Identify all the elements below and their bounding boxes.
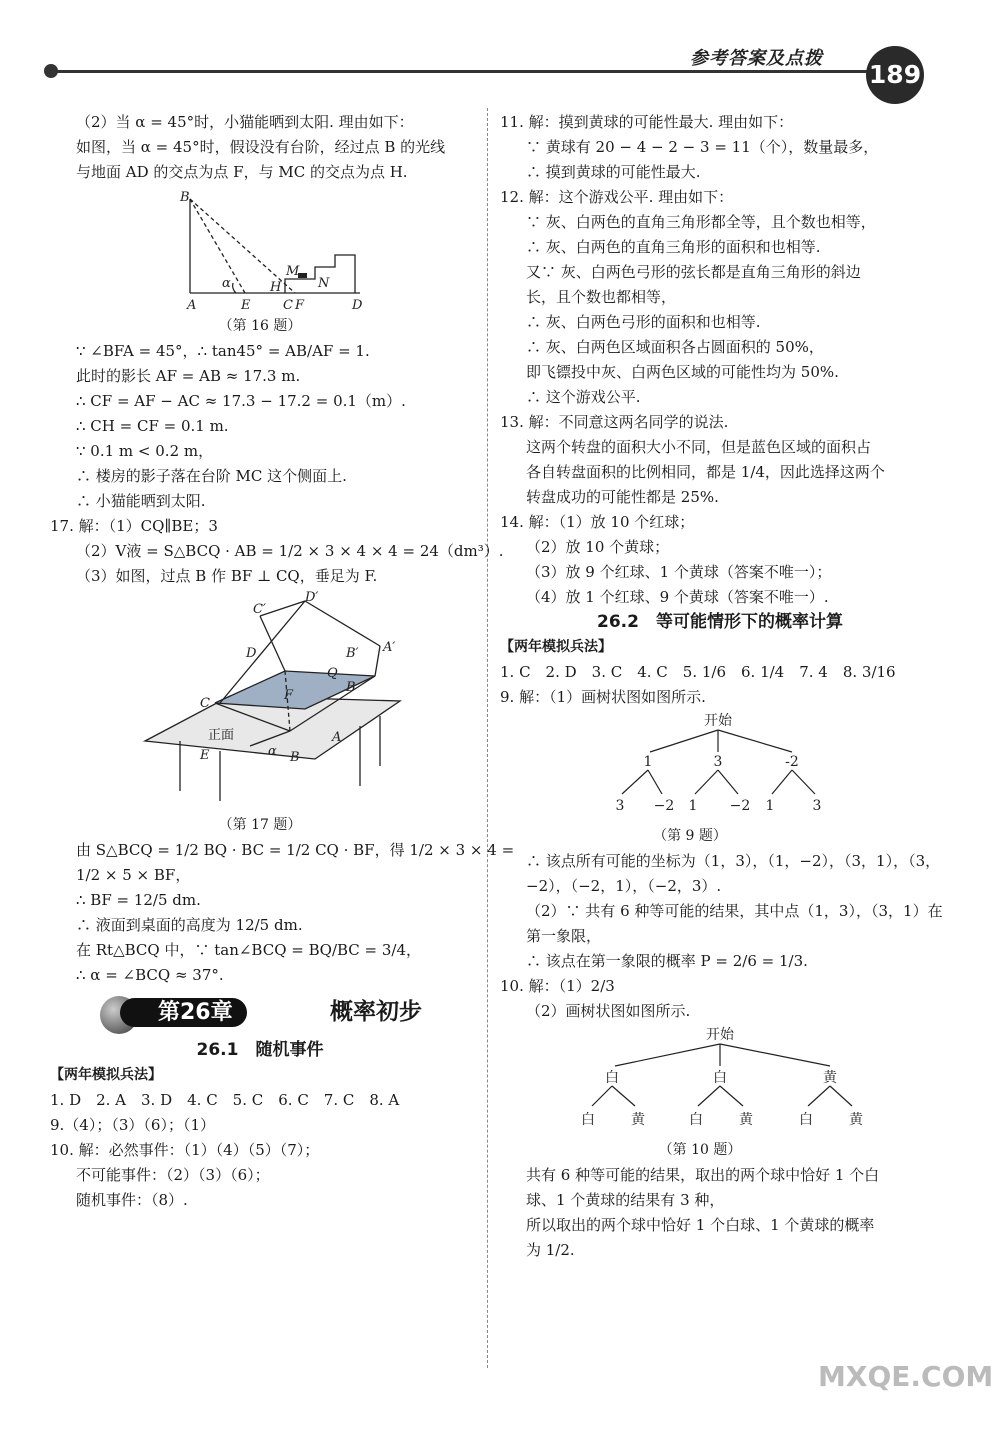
left-column: [50, 110, 515, 1213]
text-line: （4）放 1 个红球、9 个黄球（答案不唯一）.: [526, 588, 829, 606]
text-line: 此时的影长 AF = AB ≈ 17.3 m.: [76, 367, 301, 385]
text-line: 12. 解：这个游戏公平. 理由如下：: [500, 188, 734, 206]
tree-node: 黄: [849, 1112, 863, 1128]
tree-node: 1: [688, 798, 698, 814]
text-line: ∴ 楼房的影子落在台阶 MC 这个侧面上.: [76, 467, 347, 485]
answer-line: 9.（4）；（3）（6）；（1）: [50, 1116, 215, 1134]
tree-node: 开始: [706, 1027, 734, 1043]
text-line: ∴ CH = CF = 0.1 m.: [76, 417, 229, 435]
tree-node: -2: [785, 754, 799, 770]
watermark: MXQE.COM: [818, 1360, 994, 1393]
text-line: ∴ CF = AF − AC ≈ 17.3 − 17.2 = 0.1（m）.: [76, 392, 406, 410]
page-number: 189: [866, 46, 924, 104]
tree-node: 3: [615, 798, 625, 814]
fig16-label: E: [241, 298, 251, 312]
tree-node: 3: [713, 754, 723, 770]
text-line: ∴ 灰、白两色区域面积各占圆面积的 50%，: [526, 338, 824, 356]
tree-node: 白: [713, 1070, 727, 1086]
header-rule: [52, 70, 867, 73]
text-line: 所以取出的两个球中恰好 1 个白球、1 个黄球的概率: [526, 1216, 875, 1234]
tree-diagram-9: [500, 712, 940, 822]
tree-node: 白: [689, 1112, 703, 1128]
subsection-label: 【两年模拟兵法】: [50, 1067, 162, 1083]
tree-node: 黄: [739, 1112, 753, 1128]
tree-node: 开始: [704, 713, 732, 729]
figure-caption: （第 16 题）: [218, 318, 302, 334]
text-line: 9. 解：（1）画树状图如图所示.: [500, 688, 706, 706]
text-line: （2）放 10 个黄球；: [526, 538, 670, 556]
figure-17: [50, 591, 470, 811]
figure-caption: （第 9 题）: [653, 828, 727, 844]
fig17-label: D: [246, 646, 257, 661]
text-line: ∴ 灰、白两色弓形的面积和也相等.: [526, 313, 761, 331]
text-line: （2）当 α = 45°时，小猫能晒到太阳. 理由如下：: [76, 113, 414, 131]
text-line: 与地面 AD 的交点为点 F，与 MC 的交点为点 H.: [76, 163, 408, 181]
fig17-label: α: [268, 744, 277, 759]
tree-node: 白: [581, 1112, 595, 1128]
header-title: 参考答案及点拨: [690, 48, 823, 69]
figure-caption: （第 10 题）: [658, 1142, 742, 1158]
fig17-label: 正面: [208, 728, 235, 743]
text-line: ∴ 这个游戏公平.: [526, 388, 641, 406]
figure-caption: （第 17 题）: [218, 817, 302, 833]
text-line: （3）放 9 个红球、1 个黄球（答案不唯一）；: [526, 563, 832, 581]
text-line: （2）∵ 共有 6 种等可能的结果，其中点（1，3），（3，1）在: [526, 902, 943, 920]
fig17-label: E: [200, 748, 210, 763]
text-line: 又∵ 灰、白两色弓形的弦长都是直角三角形的斜边: [526, 263, 861, 281]
text-line: 14. 解：（1）放 10 个红球；: [500, 513, 695, 531]
text-line: 即飞镖投中灰、白两色区域的可能性均为 50%.: [526, 363, 839, 381]
answer-line: 1. D 2. A 3. D 4. C 5. C 6. C 7. C 8. A: [50, 1091, 400, 1109]
answer-line: 1. C 2. D 3. C 4. C 5. 1/6 6. 1/4 7. 4 8. 3/16: [500, 663, 896, 681]
fig16-label: F: [295, 298, 305, 312]
fig17-label: B: [346, 680, 356, 695]
fig16-label: D: [352, 298, 363, 312]
text-line: 10. 解：（1）2/3: [500, 977, 615, 995]
tree-diagram-10: [500, 1026, 940, 1136]
text-line: 共有 6 种等可能的结果，取出的两个球中恰好 1 个白: [526, 1166, 880, 1184]
fig17-label: Q: [327, 666, 338, 681]
text-line: 由 S△BCQ = 1/2 BQ · BC = 1/2 CQ · BF，得 1/2 × 3 × 4 =: [76, 841, 515, 859]
subsection-label: 【两年模拟兵法】: [500, 639, 612, 655]
text-line: 如图，当 α = 45°时，假设没有台阶，经过点 B 的光线: [76, 138, 446, 156]
fig16-label: M: [286, 264, 300, 279]
column-divider: [487, 108, 488, 1368]
text-line: ∵ 0.1 m < 0.2 m，: [76, 442, 214, 460]
text-line: ∴ 该点在第一象限的概率 P = 2/6 = 1/3.: [526, 952, 808, 970]
text-line: （2）画树状图如图所示.: [526, 1002, 691, 1020]
fig17-label: A: [332, 730, 342, 745]
text-line: ∴ 摸到黄球的可能性最大.: [526, 163, 701, 181]
answer-line: 随机事件：（8）.: [76, 1191, 188, 1209]
text-line: 在 Rt△BCQ 中，∵ tan∠BCQ = BQ/BC = 3/4，: [76, 941, 422, 959]
text-line: ∵ 黄球有 20 − 4 − 2 − 3 = 11（个），数量最多，: [526, 138, 879, 156]
chapter-title: 概率初步: [330, 999, 422, 1025]
text-line: ∵ ∠BFA = 45°，∴ tan45° = AB/AF = 1.: [76, 342, 370, 360]
section-title: 26.2 等可能情形下的概率计算: [597, 612, 843, 632]
fig17-label: A′: [383, 640, 396, 655]
figure-16: [50, 187, 470, 312]
chapter-badge: 第26章: [120, 998, 247, 1027]
text-line: ∴ 灰、白两色的直角三角形的面积和也相等.: [526, 238, 821, 256]
text-line: 转盘成功的可能性都是 25%.: [526, 488, 719, 506]
tree-node: −2: [653, 798, 675, 814]
text-line: 球、1 个黄球的结果有 3 种，: [526, 1191, 725, 1209]
fig17-label: D′: [305, 591, 319, 605]
chapter-heading: [100, 996, 470, 1034]
fig16-label: A: [187, 298, 197, 312]
tree-node: 3: [812, 798, 822, 814]
answer-line: 不可能事件：（2）（3）（6）；: [76, 1166, 270, 1184]
text-line: 各自转盘面积的比例相同，都是 1/4，因此选择这两个: [526, 463, 885, 481]
text-line: −2），（−2，1），（−2，3）.: [526, 877, 722, 895]
text-line: ∴ α = ∠BCQ ≈ 37°.: [76, 966, 224, 984]
tree-node: −2: [729, 798, 751, 814]
fig17-label: B′: [346, 646, 359, 661]
text-line: 1/2 × 5 × BF，: [76, 866, 191, 884]
text-line: （2）V液 = S△BCQ · AB = 1/2 × 3 × 4 × 4 = 24（dm³）.: [76, 542, 504, 560]
text-line: 17. 解：（1）CQ∥BE；3: [50, 517, 218, 535]
tree-node: 白: [799, 1112, 813, 1128]
text-line: 这两个转盘的面积大小不同，但是蓝色区域的面积占: [526, 438, 872, 456]
fig17-label: F: [284, 688, 294, 703]
tree-node: 黄: [823, 1070, 837, 1086]
fig16-label: H: [270, 280, 282, 295]
fig17-label: C′: [253, 602, 266, 617]
fig16-label: α: [222, 276, 231, 291]
fig16-label: N: [318, 276, 330, 291]
text-line: ∴ BF = 12/5 dm.: [76, 891, 201, 909]
text-line: 第一象限，: [526, 927, 602, 945]
text-line: ∴ 该点所有可能的坐标为（1，3），（1，−2），（3，1），（3，: [526, 852, 941, 870]
tree-node: 黄: [631, 1112, 645, 1128]
text-line: 为 1/2.: [526, 1241, 575, 1259]
text-line: ∵ 灰、白两色的直角三角形都全等，且个数也相等，: [526, 213, 876, 231]
answer-line: 10. 解：必然事件：（1）（4）（5）（7）；: [50, 1141, 320, 1159]
fig17-label: C: [200, 696, 210, 711]
text-line: 11. 解：摸到黄球的可能性最大. 理由如下：: [500, 113, 794, 131]
fig16-label: B: [180, 190, 190, 205]
section-title: 26.1 随机事件: [196, 1040, 324, 1060]
tree-node: 1: [643, 754, 653, 770]
fig17-label: B: [290, 750, 300, 765]
text-line: （3）如图，过点 B 作 BF ⊥ CQ，垂足为 F.: [76, 567, 378, 585]
text-line: ∴ 小猫能晒到太阳.: [76, 492, 206, 510]
tree-node: 白: [605, 1070, 619, 1086]
right-column: [500, 110, 943, 1263]
tree-node: 1: [765, 798, 775, 814]
text-line: 长，且个数也都相等，: [526, 288, 677, 306]
fig16-label: C: [283, 298, 293, 312]
text-line: 13. 解：不同意这两名同学的说法.: [500, 413, 729, 431]
text-line: ∴ 液面到桌面的高度为 12/5 dm.: [76, 916, 303, 934]
